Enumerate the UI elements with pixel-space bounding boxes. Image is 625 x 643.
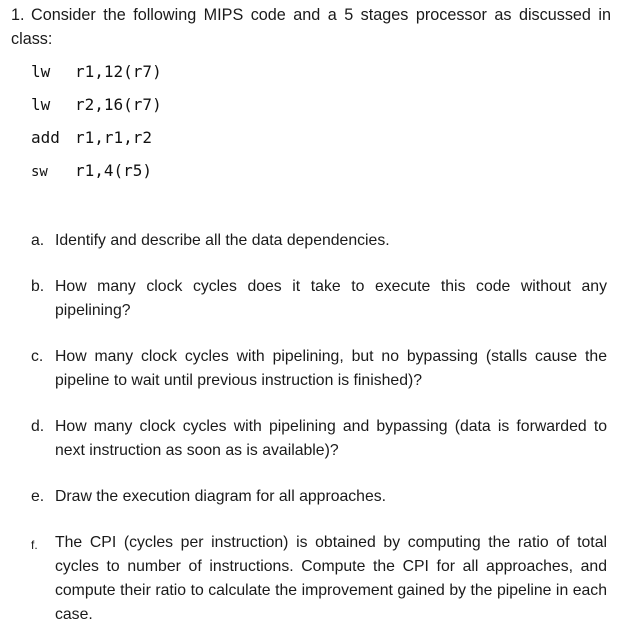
- code-line: [31, 161, 152, 182]
- sub-question-a: [31, 229, 607, 253]
- item-text: How many clock cycles does it take to execute this code without any pipelining?: [55, 278, 607, 319]
- sub-question-f: [31, 531, 607, 627]
- item-text: The CPI (cycles per instruction) is obtained by computing the ratio of total cycles to number of instructions. Compute the CPI for all approaches, and compute their ratio to calculate the improvement gained by the pipeline in each case.: [55, 534, 607, 623]
- code-operands: r2,16(r7): [75, 95, 162, 114]
- item-letter: b.: [31, 278, 45, 295]
- code-operands: r1,4(r5): [75, 161, 153, 180]
- sub-question-d: [31, 415, 607, 463]
- question-number: 1.: [11, 6, 25, 24]
- code-operands: r1,12(r7): [75, 62, 162, 81]
- item-text: Draw the execution diagram for all approaches.: [55, 488, 387, 505]
- code-operands: r1,r1,r2: [75, 128, 153, 147]
- item-text: Identify and describe all the data dependencies.: [55, 232, 390, 249]
- code-opcode: sw: [31, 164, 48, 180]
- item-letter: d.: [31, 418, 45, 435]
- question-text: Consider the following MIPS code and a 5 stages processor as discussed in class:: [11, 6, 611, 48]
- code-line: [31, 128, 152, 148]
- item-letter: c.: [31, 348, 44, 365]
- item-text: How many clock cycles with pipelining, but no bypassing (stalls cause the pipeline to wait until previous instruction is finished)?: [55, 348, 607, 389]
- code-opcode: add: [31, 128, 60, 147]
- code-line: [31, 62, 162, 82]
- question-heading: [11, 3, 611, 51]
- item-letter: a.: [31, 232, 45, 249]
- code-line: [31, 95, 162, 115]
- code-opcode: lw: [31, 62, 51, 81]
- item-letter: f.: [31, 538, 38, 552]
- item-letter: e.: [31, 488, 45, 505]
- sub-question-b: [31, 275, 607, 323]
- item-text: How many clock cycles with pipelining and bypassing (data is forwarded to next instruction as soon as is available)?: [55, 418, 607, 459]
- sub-question-e: [31, 485, 607, 509]
- sub-question-c: [31, 345, 607, 393]
- code-opcode: lw: [31, 95, 51, 114]
